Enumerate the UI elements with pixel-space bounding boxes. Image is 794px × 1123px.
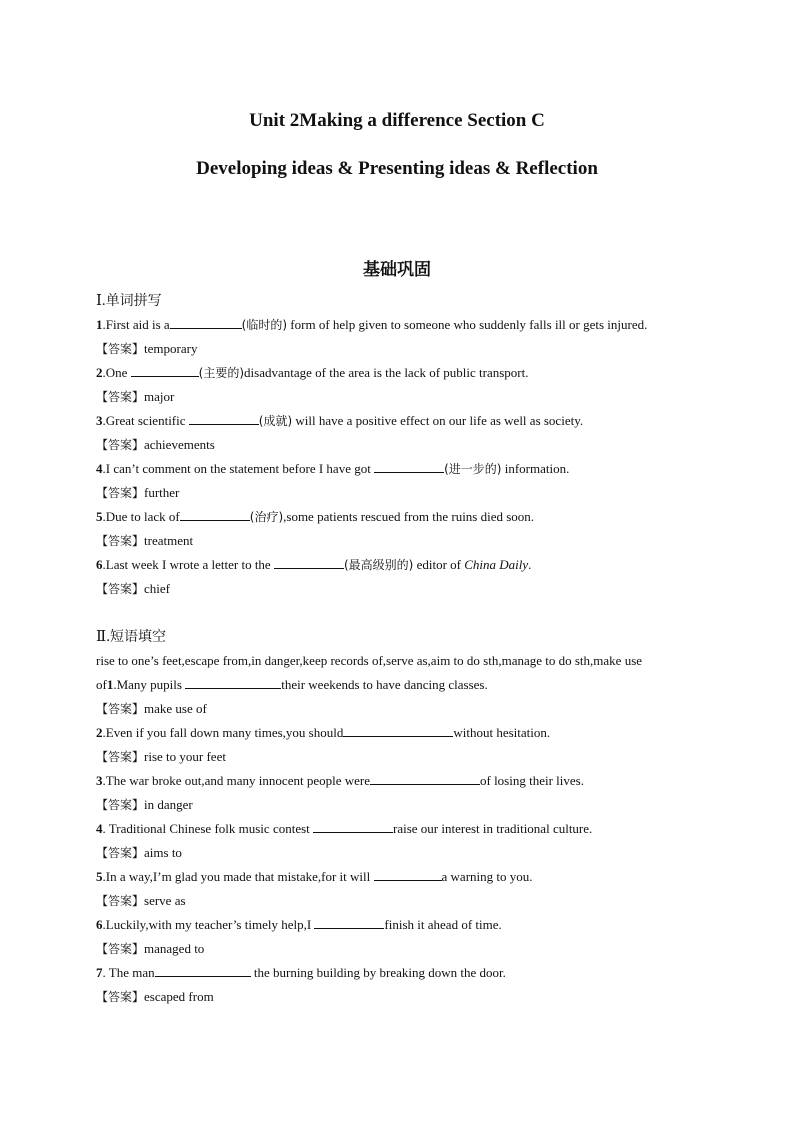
section-heading-text: 单词拼写 xyxy=(105,293,162,309)
answer-label: 【答案】 xyxy=(96,942,145,956)
answer-label: 【答案】 xyxy=(96,846,145,860)
answer-text: major xyxy=(144,389,175,404)
question-text: .Due to lack of xyxy=(102,509,180,524)
question-text: ,some patients rescued from the ruins died soon. xyxy=(283,509,535,524)
question-2-2 xyxy=(96,721,696,745)
question-2-3 xyxy=(96,769,696,793)
answer-2-1 xyxy=(96,697,696,721)
question-2-6 xyxy=(96,913,696,937)
question-1-6 xyxy=(96,553,696,577)
chinese-hint: (临时的) xyxy=(241,318,288,332)
page-title: Unit 2Making a difference Section C xyxy=(249,110,545,131)
question-text: information. xyxy=(501,461,570,476)
page-subtitle-line: Developing ideas & Presenting ideas & Reflection xyxy=(196,158,598,179)
section-roman-numeral: Ⅰ. xyxy=(96,293,106,309)
question-1-1 xyxy=(96,313,696,337)
question-text: . The man xyxy=(102,965,155,980)
answer-blank xyxy=(155,965,251,977)
question-text: form of help given to someone who suddenly falls ill or gets injured. xyxy=(287,317,648,332)
question-text: will have a positive effect on our life as well as society. xyxy=(292,413,584,428)
question-text: .The war broke out,and many innocent people were xyxy=(102,773,370,788)
answer-text: treatment xyxy=(144,533,194,548)
answer-blank xyxy=(185,677,281,689)
answer-label: 【答案】 xyxy=(96,342,145,356)
question-text: disadvantage of the area is the lack of public transport. xyxy=(244,365,529,380)
section-heading-text: 短语填空 xyxy=(109,629,166,645)
answer-blank xyxy=(189,413,259,425)
question-number: 3 xyxy=(96,773,103,788)
question-number: 7 xyxy=(96,965,103,980)
question-text: .Many pupils xyxy=(113,677,186,692)
question-text: editor of xyxy=(413,557,465,572)
question-text: finish it ahead of time. xyxy=(384,917,502,932)
answer-2-3 xyxy=(96,793,696,817)
question-text: .In a way,I’m glad you made that mistake,for it will xyxy=(102,869,374,884)
question-2-4 xyxy=(96,817,696,841)
question-text: .First aid is a xyxy=(102,317,170,332)
answer-label: 【答案】 xyxy=(96,390,145,404)
answer-text: serve as xyxy=(144,893,186,908)
question-number: 5 xyxy=(96,869,103,884)
answer-blank xyxy=(274,557,344,569)
question-number: 2 xyxy=(96,365,103,380)
section-group-title: 基础巩固 xyxy=(363,260,431,280)
answer-text: further xyxy=(144,485,180,500)
answer-blank xyxy=(313,821,393,833)
newspaper-title: China Daily xyxy=(464,557,529,572)
section-roman-numeral: Ⅱ. xyxy=(96,629,110,645)
question-number: 5 xyxy=(96,509,103,524)
answer-blank xyxy=(170,317,242,329)
answer-blank xyxy=(180,509,250,521)
answer-1-2 xyxy=(96,385,696,409)
chinese-hint: (进一步的) xyxy=(444,462,502,476)
chinese-hint: (治疗) xyxy=(249,510,284,524)
answer-label: 【答案】 xyxy=(96,894,145,908)
answer-label: 【答案】 xyxy=(96,486,145,500)
answer-text: temporary xyxy=(144,341,198,356)
question-text: .Even if you fall down many times,you should xyxy=(102,725,344,740)
answer-1-4 xyxy=(96,481,696,505)
exercise-content xyxy=(96,289,696,1009)
question-number: 1 xyxy=(106,677,114,692)
answer-blank xyxy=(314,917,384,929)
phrase-bank: rise to one’s feet,escape from,in danger,keep records of,serve as,aim to do sth,manage to do sth,make use xyxy=(96,653,643,668)
answer-1-1 xyxy=(96,337,696,361)
answer-text: in danger xyxy=(144,797,193,812)
question-text: .I can’t comment on the statement before I have got xyxy=(102,461,375,476)
question-number: 6 xyxy=(96,917,103,932)
question-text: .Last week I wrote a letter to the xyxy=(102,557,274,572)
question-number: 4 xyxy=(96,821,103,836)
question-1-5 xyxy=(96,505,696,529)
answer-2-5 xyxy=(96,889,696,913)
chinese-hint: (成就) xyxy=(258,414,293,428)
question-text: . Traditional Chinese folk music contest xyxy=(102,821,314,836)
answer-label: 【答案】 xyxy=(96,990,145,1004)
answer-text: escaped from xyxy=(144,989,214,1004)
question-text: of losing their lives. xyxy=(479,773,584,788)
phrase-bank-end: of xyxy=(96,677,107,692)
section-heading-1 xyxy=(96,289,696,313)
answer-1-6 xyxy=(96,577,696,601)
question-1-2 xyxy=(96,361,696,385)
answer-2-6 xyxy=(96,937,696,961)
section-heading-2 xyxy=(96,625,696,649)
answer-2-2 xyxy=(96,745,696,769)
answer-text: managed to xyxy=(144,941,205,956)
question-1-4 xyxy=(96,457,696,481)
question-2-5 xyxy=(96,865,696,889)
answer-blank xyxy=(343,725,453,737)
question-1-3 xyxy=(96,409,696,433)
answer-label: 【答案】 xyxy=(96,534,145,548)
question-text: without hesitation. xyxy=(453,725,551,740)
answer-blank xyxy=(374,869,442,881)
question-text: .One xyxy=(102,365,131,380)
question-number: 6 xyxy=(96,557,103,572)
answer-blank xyxy=(374,461,444,473)
answer-label: 【答案】 xyxy=(96,750,145,764)
question-number: 2 xyxy=(96,725,103,740)
question-text: .Luckily,with my teacher’s timely help,I xyxy=(102,917,315,932)
question-text: .Great scientific xyxy=(102,413,189,428)
answer-label: 【答案】 xyxy=(96,438,145,452)
answer-label: 【答案】 xyxy=(96,798,145,812)
question-2-7 xyxy=(96,961,696,985)
answer-label: 【答案】 xyxy=(96,702,145,716)
question-text: their weekends to have dancing classes. xyxy=(281,677,488,692)
question-number: 4 xyxy=(96,461,103,476)
answer-label: 【答案】 xyxy=(96,582,145,596)
question-text: the burning building by breaking down the door. xyxy=(250,965,506,980)
question-text: a warning to you. xyxy=(441,869,533,884)
chinese-hint: (最高级别的) xyxy=(343,558,414,572)
answer-blank xyxy=(370,773,480,785)
question-2-1 xyxy=(96,673,696,697)
answer-text: achievements xyxy=(144,437,215,452)
answer-text: aims to xyxy=(144,845,182,860)
answer-text: make use of xyxy=(144,701,207,716)
question-text-end: . xyxy=(528,557,532,572)
answer-1-3 xyxy=(96,433,696,457)
answer-blank xyxy=(131,365,199,377)
answer-2-4 xyxy=(96,841,696,865)
answer-text: rise to your feet xyxy=(144,749,226,764)
question-text: raise our interest in traditional culture. xyxy=(393,821,593,836)
question-number: 1 xyxy=(96,317,103,332)
answer-1-5 xyxy=(96,529,696,553)
chinese-hint: (主要的) xyxy=(198,366,245,380)
section-spacer xyxy=(96,601,696,625)
answer-text: chief xyxy=(144,581,170,596)
answer-2-7 xyxy=(96,985,696,1009)
question-number: 3 xyxy=(96,413,103,428)
